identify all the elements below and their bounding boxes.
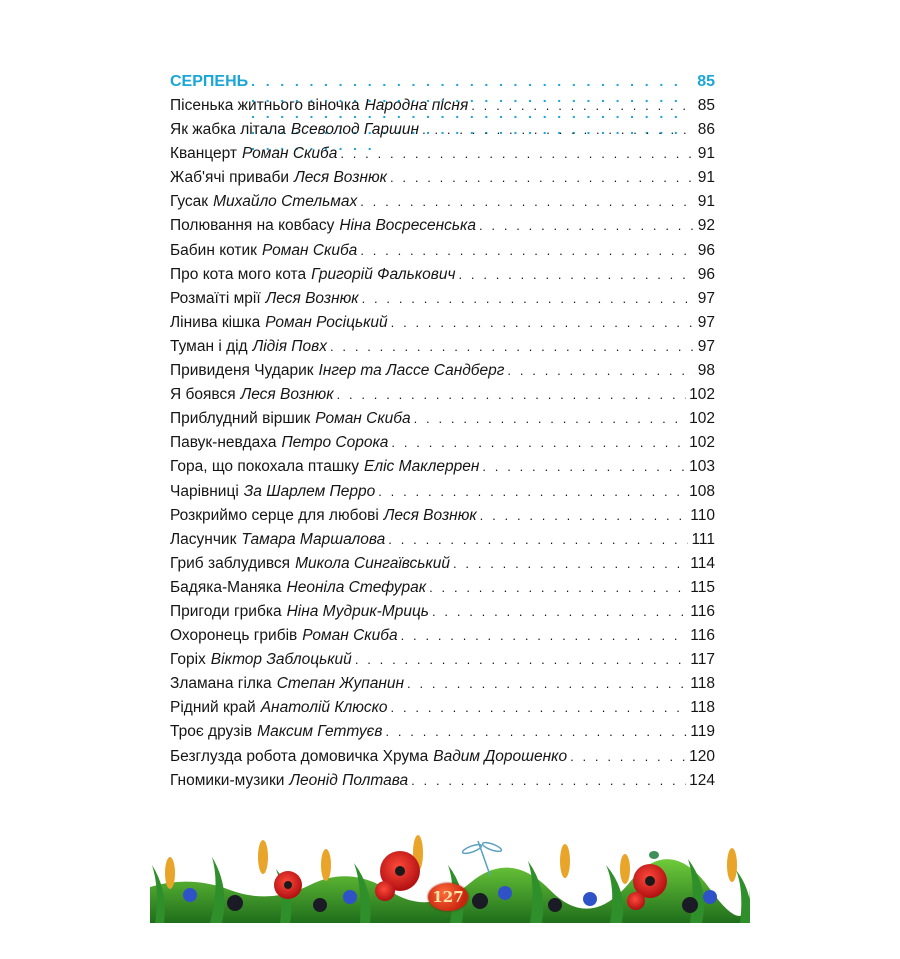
toc-entry [170,748,715,772]
dot-leader [360,194,695,209]
entry-page-number: 120 [689,747,715,765]
entry-title: Безглузда робота домовичка Хрума [170,747,429,765]
dot-leader [378,484,686,499]
entry-author: За Шарлем Перро [243,482,376,500]
toc-entry [170,627,715,651]
toc-entry [170,675,715,699]
entry-page-number: 116 [690,627,715,645]
entry-title: Зламана гілка [170,675,272,693]
entry-title: Лінива кішка [170,313,261,331]
entry-title: Бадяка-Маняка [170,578,282,596]
entry-title: Приблудний віршик [170,410,311,428]
page-number-badge: 127 [428,883,468,911]
entry-title: Привиденя Чударик [170,362,314,380]
entry-page-number: 111 [691,530,715,548]
toc-entry [170,579,715,603]
entry-title: Гусак [170,193,209,211]
dot-leader [391,700,688,715]
entry-page-number: 110 [690,506,715,524]
entry-author: Еліс Маклеррен [364,458,480,476]
entry-author: Михайло Стельмах [213,193,358,211]
entry-author: Неоніла Стефурак [286,578,427,596]
entry-author: Леся Вознюк [265,289,359,307]
entry-author: Роман Скиба [261,241,358,259]
toc-entry [170,723,715,747]
entry-title: Гора, що покохала пташку [170,458,359,476]
entry-title: Як жабка літала [170,121,286,139]
entry-title: Розкриймо серце для любові [170,506,379,524]
dot-leader [411,773,686,788]
entry-title: Охоронець грибів [170,627,298,645]
entry-page-number: 97 [697,337,715,355]
table-of-contents [170,73,715,796]
toc-entry [170,314,715,338]
entry-author: Петро Сорока [281,434,389,452]
entry-author: Степан Жупанин [276,675,405,693]
dot-leader [407,676,687,691]
toc-entry [170,531,715,555]
entry-page-number: 117 [690,651,715,669]
dot-leader [385,724,687,739]
toc-entry [170,507,715,531]
entry-page-number: 124 [689,771,715,789]
entry-page-number: 97 [697,289,715,307]
entry-title: Гномики-музики [170,771,285,789]
entry-author: Всеволод Гаршин [290,121,420,139]
toc-section-heading [170,73,715,97]
dot-leader [480,508,688,523]
toc-entry [170,217,715,241]
entry-page-number: 92 [697,217,715,235]
entry-title: Троє друзів [170,723,253,741]
entry-author: Максим Геттуєв [257,723,383,741]
entry-title: Рідний край [170,699,256,717]
entry-page-number: 91 [697,193,715,211]
toc-entry [170,145,715,169]
entry-title: Бабин котик [170,241,257,259]
entry-page-number: 115 [690,578,715,596]
toc-entry [170,242,715,266]
entry-author: Ніна Мудрик-Мриць [286,602,429,620]
toc-entry [170,386,715,410]
dot-leader [429,580,687,595]
book-page [150,35,750,923]
entry-page-number: 103 [689,458,715,476]
dot-leader [432,604,687,619]
dot-leader [507,363,694,378]
dot-leader [360,243,694,258]
toc-entry [170,483,715,507]
entry-author: Григорій Фалькович [311,265,456,283]
dot-leader [330,339,695,354]
entry-page-number: 85 [697,97,715,114]
entry-author: Леся Вознюк [294,169,387,187]
entry-author: Роман Скиба [315,410,411,428]
entry-page-number: 116 [690,602,715,620]
section-title: СЕРПЕНЬ [170,73,249,90]
entry-author: Леся Вознюк [383,506,477,524]
toc-entry [170,362,715,386]
dot-leader [570,749,686,764]
entry-page-number: 91 [697,169,715,187]
dot-leader [337,387,687,402]
entry-title: Я боявся [170,386,236,404]
entry-page-number: 102 [689,386,715,404]
entry-title: Полювання на ковбасу [170,217,335,235]
entry-page-number: 114 [690,554,715,572]
entry-author: Вадим Дорошенко [433,747,568,765]
entry-title: Пригоди грибка [170,602,282,620]
dot-leader [401,628,688,643]
entry-title: Ласунчик [170,530,237,548]
dot-leader [482,459,686,474]
entry-author: Леся Вознюк [240,386,334,404]
entry-author: Віктор Заблоцький [210,651,352,669]
entry-author: Роман Скиба [302,627,398,645]
toc-entry [170,434,715,458]
toc-entry [170,193,715,217]
entry-page-number: 86 [697,121,715,139]
entry-page-number: 118 [690,675,715,693]
toc-entry [170,772,715,796]
entry-author: Інгер та Лассе Сандберг [318,362,505,380]
dot-leader [414,411,687,426]
entry-page-number: 98 [697,362,715,380]
entry-page-number: 118 [690,699,715,717]
toc-entry [170,410,715,434]
dot-leader [471,98,695,113]
entry-author: Леонід Полтава [289,771,409,789]
dot-leader [458,267,694,282]
entry-page-number: 102 [689,434,715,452]
entry-title: Про кота мого кота [170,265,307,283]
entry-author: Народна пісня [364,97,469,114]
toc-entry [170,555,715,579]
dot-leader [391,315,695,330]
toc-entry [170,603,715,627]
entry-page-number: 108 [689,482,715,500]
dot-leader [390,170,695,185]
toc-entry [170,266,715,290]
entry-title: Гриб заблудився [170,554,291,572]
toc-entry [170,338,715,362]
toc-entry [170,651,715,675]
entry-author: Микола Сингаївський [295,554,450,572]
dot-leader [340,146,694,161]
toc-entry [170,458,715,482]
entry-author: Роман Росіцький [265,313,388,331]
entry-page-number: 119 [690,723,715,741]
entry-title: Чарівниці [170,482,239,500]
entry-title: Кванцерт [170,145,237,163]
entry-page-number: 91 [697,145,715,163]
dot-leader [388,532,688,547]
toc-entry [170,699,715,723]
toc-entry [170,169,715,193]
entry-title: Горіх [170,651,206,669]
entry-page-number: 102 [689,410,715,428]
entry-title: Павук-невдаха [170,434,277,452]
entry-page-number: 96 [697,265,715,283]
entry-page-number: 97 [697,313,715,331]
toc-entry [170,290,715,314]
entry-title: Розмаїті мрії [170,289,261,307]
dot-leader [453,556,687,571]
entry-title: Жаб'ячі приваби [170,169,290,187]
entry-author: Роман Скиба [241,145,338,163]
dot-leader [391,435,686,450]
entry-author: Анатолій Клюско [260,699,388,717]
entry-author: Тамара Маршалова [241,530,386,548]
dot-leader [422,122,695,137]
dot-leader [479,218,695,233]
entry-title: Пісенька житнього віночка [170,97,360,114]
entry-author: Лідія Повх [252,337,327,355]
entry-author: Ніна Восресенська [339,217,476,235]
dot-leader [362,291,695,306]
entry-page-number: 96 [697,241,715,259]
section-page-number: 85 [697,73,715,90]
dot-leader [355,652,687,667]
entry-title: Туман і дід [170,337,248,355]
